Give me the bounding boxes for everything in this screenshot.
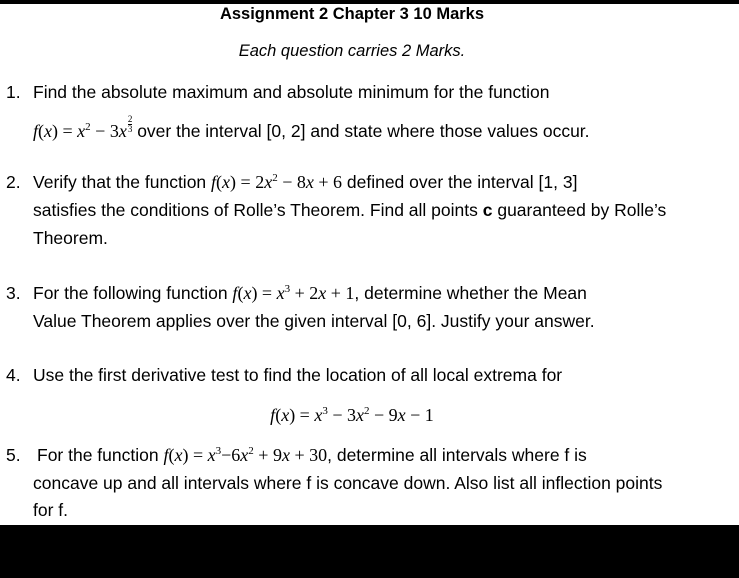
question-4-number: 4. [6, 365, 21, 385]
question-2-number: 2. [6, 172, 21, 192]
question-5-line-2: concave up and all intervals where f is concave down. Also list all inflection points [33, 473, 663, 493]
question-5-line-1: For the function $f(x) = x^3-6x^2 + 9x + 30$, determine all intervals where f is [37, 445, 587, 465]
question-5-line-3: for f. [33, 500, 69, 520]
question-2-formula: $f(x) = 2x^2 - 8x + 6$ [211, 172, 343, 192]
question-3-line-2: Value Theorem applies over the given interval [0, 6]. Justify your answer. [33, 311, 595, 331]
question-1-number: 1. [6, 82, 21, 102]
question-3-number: 3. [6, 283, 21, 303]
question-5-formula: $f(x) = x^3-6x^2 + 9x + 30$ [163, 445, 328, 465]
question-4-line-1: Use the first derivative test to find the location of all local extrema for [33, 365, 563, 385]
question-1-line-1: Find the absolute maximum and absolute minimum for the function [33, 82, 550, 102]
question-2-line-2: satisfies the conditions of Rolle’s Theorem. Find all points c guaranteed by Rolle’s [33, 200, 667, 220]
question-2-line-3: Theorem. [33, 228, 108, 248]
question-1-line-2: $f(x) = x^2 - 3x\frac{2}{3}$ over the interval [0, 2] and state where those values occur. [33, 114, 590, 141]
bottom-black-band [0, 525, 739, 578]
assignment-subtitle: Each question carries 2 Marks. [238, 42, 466, 60]
assignment-title: Assignment 2 Chapter 3 10 Marks [219, 5, 485, 23]
question-3-formula: $f(x) = x^3 + 2x + 1$ [232, 283, 355, 303]
question-1-formula: $f(x) = x^2 - 3x\frac{2}{3}$ [33, 114, 133, 141]
question-2-line-1: Verify that the function $f(x) = 2x^2 - 8x + 6$ defined over the interval [1, 3] [33, 172, 578, 192]
question-4-formula-line [0, 403, 704, 427]
question-4-formula: $f(x) = x^3 - 3x^2 - 9x - 1$ [270, 405, 434, 425]
question-5-number: 5. [6, 445, 21, 465]
question-3-line-1: For the following function $f(x) = x^3 + 2x + 1$, determine whether the Mean [33, 283, 587, 303]
